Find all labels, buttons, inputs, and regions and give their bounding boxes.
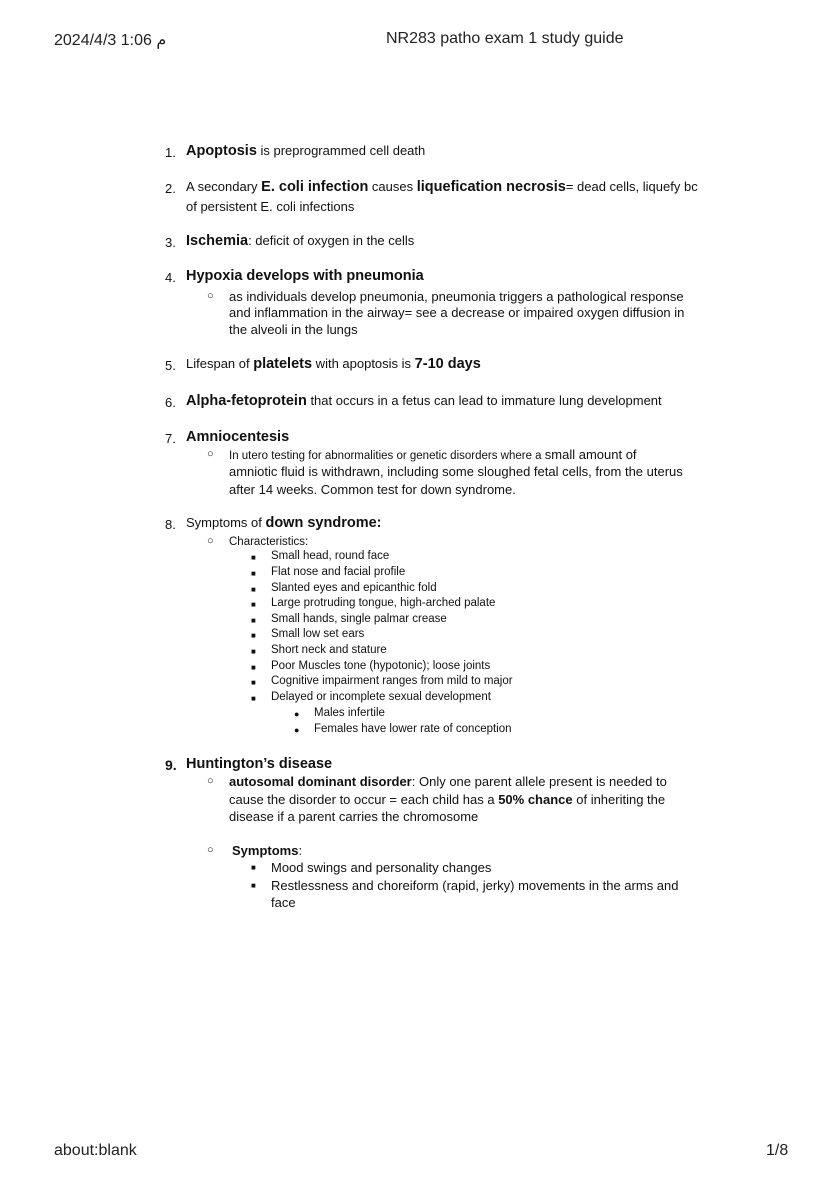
symptoms-heading: Symptoms: [232, 843, 303, 858]
page-number: 1/8 [766, 1142, 789, 1159]
characteristic-item: Cognitive impairment ranges from mild to major [271, 675, 513, 687]
amnio-detail-1: In utero testing for abnormalities or genetic disorders where a small amount of [229, 447, 637, 462]
sexual-dev-item: Males infertile [314, 707, 385, 719]
item-alpha-fetoprotein: Alpha-fetoprotein that occurs in a fetus can lead to immature lung development [186, 393, 662, 409]
huntingtons-detail-3: disease if a parent carries the chromosome [229, 809, 479, 824]
characteristic-item: Small hands, single palmar crease [271, 613, 447, 625]
item-number: 6. [165, 395, 176, 410]
characteristic-item: Poor Muscles tone (hypotonic); loose joints [271, 660, 491, 672]
item-platelets: Lifespan of platelets with apoptosis is 7-10 days [186, 356, 481, 372]
term-ischemia: Ischemia [186, 233, 249, 249]
symptom-item: Mood swings and personality changes [271, 860, 492, 875]
hypoxia-detail-3: the alveoli in the lungs [229, 322, 358, 337]
dot-bullet: ● [294, 725, 300, 735]
characteristic-item: Large protruding tongue, high-arched palate [271, 597, 496, 609]
huntingtons-detail-1: autosomal dominant disorder: Only one parent allele present is needed to [229, 774, 667, 789]
term-hypoxia: Hypoxia develops with pneumonia [186, 268, 424, 284]
circle-bullet: ○ [207, 535, 214, 547]
square-bullet: ■ [251, 694, 256, 703]
term-amniocentesis: Amniocentesis [186, 429, 290, 445]
term-alpha-fetoprotein: Alpha-fetoprotein [186, 393, 307, 409]
item-ecoli-cont: of persistent E. coli infections [186, 199, 355, 214]
term-autosomal-dominant: autosomal dominant disorder [229, 774, 412, 789]
characteristic-item: Flat nose and facial profile [271, 566, 406, 578]
square-bullet: ■ [251, 663, 256, 672]
circle-bullet: ○ [207, 844, 214, 856]
huntingtons-detail-2: cause the disorder to occur = each child has a 50% chance of inheriting the [229, 792, 666, 807]
item-apoptosis: Apoptosis is preprogrammed cell death [186, 143, 426, 159]
hypoxia-detail-2: and inflammation in the airway= see a decrease or impaired oxygen diffusion in [229, 305, 685, 320]
item-amniocentesis [186, 428, 289, 447]
term-liquefication-necrosis: liquefication necrosis [416, 179, 566, 195]
term-huntingtons: Huntington’s disease [186, 756, 333, 772]
document-title: NR283 patho exam 1 study guide [386, 30, 624, 47]
square-bullet: ■ [251, 881, 256, 890]
item-number: 5. [165, 358, 176, 373]
square-bullet: ■ [251, 863, 256, 872]
item-number: 1. [165, 145, 176, 160]
term-ecoli: E. coli infection [261, 179, 369, 195]
hypoxia-detail-1: as individuals develop pneumonia, pneumonia triggers a pathological response [229, 289, 684, 304]
characteristic-item: Small head, round face [271, 550, 390, 562]
sexual-dev-item: Females have lower rate of conception [314, 723, 512, 735]
item-ecoli: A secondary E. coli infection causes liquefication necrosis= dead cells, liquefy bc [186, 179, 698, 195]
circle-bullet: ○ [207, 775, 214, 787]
square-bullet: ■ [251, 569, 256, 578]
square-bullet: ■ [251, 616, 256, 625]
item-hypoxia [186, 267, 424, 286]
dot-bullet: ● [294, 709, 300, 719]
characteristic-item: Slanted eyes and epicanthic fold [271, 582, 437, 594]
item-ischemia: Ischemia: deficit of oxygen in the cells [186, 233, 415, 249]
term-7-10-days: 7-10 days [414, 356, 481, 372]
item-number: 2. [165, 181, 176, 196]
item-number: 8. [165, 517, 176, 532]
item-number: 3. [165, 235, 176, 250]
square-bullet: ■ [251, 553, 256, 562]
circle-bullet: ○ [207, 448, 214, 460]
symptom-item: Restlessness and choreiform (rapid, jerky) movements in the arms and [271, 878, 679, 893]
page-url: about:blank [54, 1142, 137, 1159]
characteristic-item: Delayed or incomplete sexual development [271, 691, 491, 703]
item-number: 7. [165, 431, 176, 446]
item-number: 4. [165, 270, 176, 285]
amnio-detail-2: amniotic fluid is withdrawn, including some sloughed fetal cells, from the uterus [229, 464, 683, 479]
term-down-syndrome: down syndrome: [265, 515, 382, 531]
print-datetime: 2024/4/3 1:06 م [54, 32, 167, 49]
square-bullet: ■ [251, 678, 256, 687]
term-platelets: platelets [253, 356, 313, 372]
square-bullet: ■ [251, 585, 256, 594]
term-50-percent: 50% chance [498, 792, 573, 807]
square-bullet: ■ [251, 631, 256, 640]
circle-bullet: ○ [207, 290, 214, 302]
item-huntingtons [186, 755, 332, 774]
item-number: 9. [165, 757, 177, 773]
amnio-detail-3: after 14 weeks. Common test for down syndrome. [229, 482, 516, 497]
square-bullet: ■ [251, 600, 256, 609]
characteristic-item: Small low set ears [271, 628, 365, 640]
square-bullet: ■ [251, 647, 256, 656]
item-down-syndrome: Symptoms of down syndrome: [186, 515, 382, 531]
characteristics-label: Characteristics: [229, 536, 309, 548]
term-apoptosis: Apoptosis [186, 143, 257, 159]
symptom-item-cont: face [271, 895, 296, 910]
characteristic-item: Short neck and stature [271, 644, 387, 656]
